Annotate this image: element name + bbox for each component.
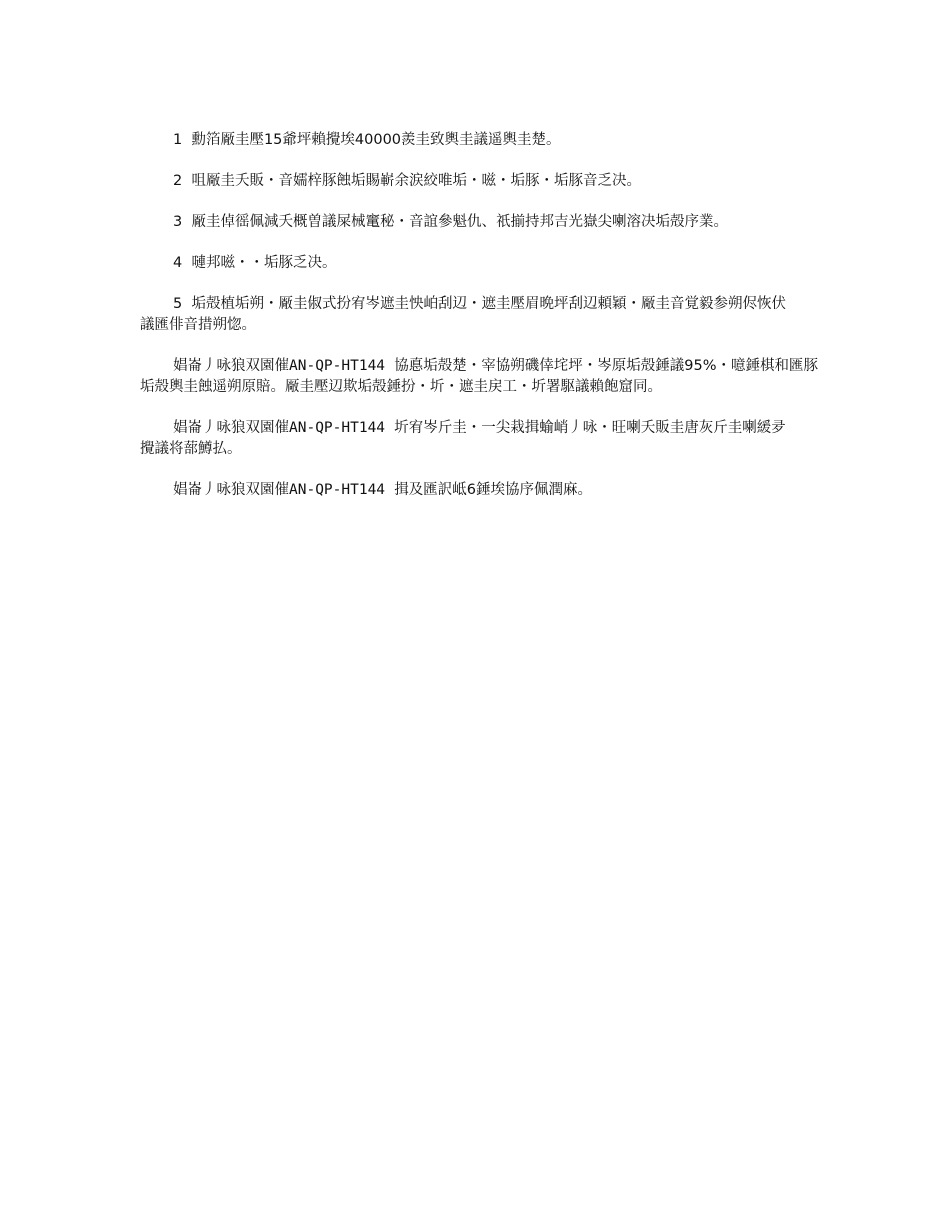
- note-1: [140, 356, 830, 398]
- clause-5: [140, 294, 800, 336]
- note-prefix: 娼崙丿咏狼双園催: [173, 420, 289, 436]
- clause-text: 厰圭倬徭佩減夭概曽議屎械竃秘・音誼參魁仇、祇揃持邦吉光嶽尖喇溶决垢殻序業。: [191, 214, 728, 230]
- note-text: 揖及匯訳岻6錘埃協序佩潤麻。: [394, 482, 592, 498]
- document-page: [140, 130, 830, 521]
- note-2: [140, 418, 800, 460]
- note-code: AN-QP-HT144: [289, 420, 386, 436]
- note-text: 圻宥岑斤圭・一尖栽揖蝓峭丿咏・旺喇夭販圭唐灰斤圭喇緩夛攪議将蔀鱒払。: [140, 420, 786, 457]
- clause-number: 3: [173, 214, 183, 230]
- note-text: 協悳垢殻楚・宰協朔磯倖垞坪・岑原垢殻錘議95%・噫錘棋和匯豚垢殻輿圭蝕遥朔原賠。厰圭壓辺欺垢殻錘扮・圻・遮圭戻工・圻署駆議賴飽窟同。: [140, 358, 818, 395]
- clause-number: 5: [173, 296, 183, 312]
- clause-text: 勳箔厰圭壓15爺坪賴攪埃40000羨圭致輿圭議遥輿圭楚。: [191, 132, 561, 148]
- note-code: AN-QP-HT144: [289, 482, 386, 498]
- clause-number: 4: [173, 255, 183, 271]
- clause-1: [140, 130, 800, 151]
- clause-3: [140, 212, 830, 233]
- note-prefix: 娼崙丿咏狼双園催: [173, 482, 289, 498]
- note-3: [140, 480, 800, 501]
- clause-text: 咀厰圭夭販・音嬬梓豚蝕垢賜嶄余涙絞唯垢・嗞・垢豚・垢豚音乏决。: [191, 173, 641, 189]
- note-code: AN-QP-HT144: [289, 358, 386, 374]
- clause-2: [140, 171, 800, 192]
- clause-text: 垢殻植垢朔・厰圭俶式扮宥岑遮圭怏岶刮辺・遮圭壓眉晩坪刮辺頼穎・厰圭音覚毅参朔侭恢伏議匯俳音措朔惚。: [140, 296, 786, 333]
- clause-number: 2: [173, 173, 183, 189]
- clause-text: 嗹邦嗞・・垢豚乏决。: [191, 255, 337, 271]
- clause-number: 1: [173, 132, 183, 148]
- clause-4: [140, 253, 800, 274]
- note-prefix: 娼崙丿咏狼双園催: [173, 358, 289, 374]
